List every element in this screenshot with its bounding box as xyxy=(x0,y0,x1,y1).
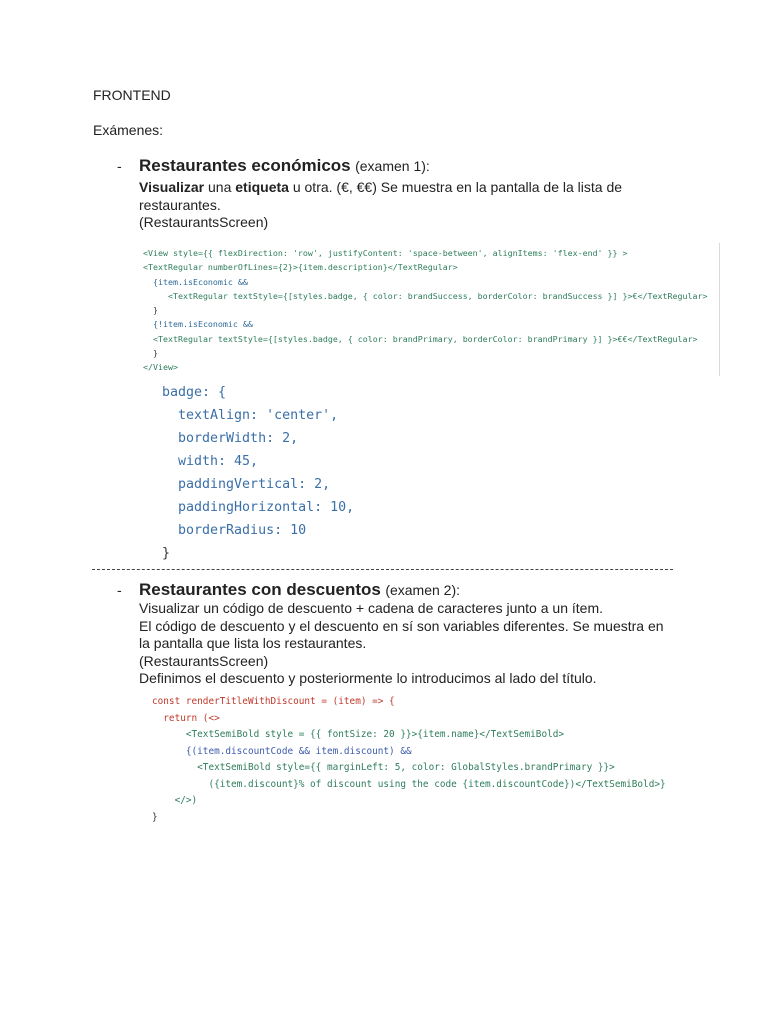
code-scrollbar xyxy=(719,243,720,376)
code-line: <TextSemiBold style={{ marginLeft: 5, color: GlobalStyles.brandPrimary }}> xyxy=(152,762,615,773)
code-line: width: 45, xyxy=(162,454,259,469)
section-description xyxy=(139,600,664,688)
description-line xyxy=(139,179,622,197)
code-line xyxy=(143,319,253,329)
code-token: <TextRegular textStyle={[styles.badge, { color: brandSuccess, borderColor: brandSuccess }] }>€</TextRegular> xyxy=(143,290,708,301)
description-line: (RestaurantsScreen) xyxy=(139,652,269,669)
code-line: <TextSemiBold style = {{ fontSize: 20 }}>{item.name}</TextSemiBold> xyxy=(152,729,565,740)
document-subtitle: Exámenes: xyxy=(93,122,164,138)
code-line xyxy=(143,248,628,258)
code-line: const renderTitleWithDiscount = (item) => { xyxy=(152,696,395,707)
description-line: (RestaurantsScreen) xyxy=(139,214,269,230)
code-line: badge: { xyxy=(162,385,227,400)
code-line xyxy=(143,291,707,301)
plain-text: una xyxy=(204,179,236,195)
code-line: textAlign: 'center', xyxy=(162,408,339,423)
bullet-marker: - xyxy=(117,158,122,174)
code-snippet-jsx xyxy=(143,246,707,375)
section-heading xyxy=(139,156,430,176)
description-line: Definimos el descuento y posteriormente lo introducimos al lado del título. xyxy=(139,670,597,686)
description-line: restaurantes. xyxy=(139,196,221,213)
heading-suffix: (examen 1): xyxy=(355,158,430,174)
bold-word: etiqueta xyxy=(235,179,289,195)
heading-suffix: (examen 2): xyxy=(385,582,461,598)
code-line xyxy=(143,362,178,372)
plain-text: u otra. (€, €€) Se muestra en la pantalla de la lista de xyxy=(288,179,623,195)
code-token: <TextRegular numberOfLines={2}>{item.description}</TextRegular> xyxy=(143,262,458,273)
code-line xyxy=(143,334,697,344)
code-token: <TextRegular textStyle={[styles.badge, { color: brandPrimary, borderColor: brandPrimary }] }>€€</TextRegular> xyxy=(143,333,698,344)
code-snippet-render xyxy=(152,694,666,826)
section-divider xyxy=(92,569,673,570)
code-line xyxy=(143,305,158,315)
code-token: </View> xyxy=(143,362,178,373)
description-line: la pantalla que lista los restaurantes. xyxy=(139,635,367,651)
code-line xyxy=(143,348,158,358)
heading-text: Restaurantes con descuentos xyxy=(139,580,381,599)
description-line: Visualizar un código de descuento + cadena de caracteres junto a un ítem. xyxy=(139,600,603,616)
code-line: </>) xyxy=(152,795,198,806)
code-token: {item.isEconomic && xyxy=(143,276,248,287)
code-line: return (<> xyxy=(152,712,220,724)
code-token: } xyxy=(143,305,158,316)
code-line xyxy=(143,277,248,287)
bullet-marker: - xyxy=(117,582,122,598)
code-token: <View style={{ flexDirection: 'row', justifyContent: 'space-between', alignItems: 'flex-end' }} > xyxy=(143,248,628,258)
document-title: FRONTEND xyxy=(93,87,171,103)
heading-text: Restaurantes económicos xyxy=(139,156,351,175)
code-line: } xyxy=(162,546,171,561)
code-line: borderRadius: 10 xyxy=(162,523,307,538)
code-line xyxy=(143,262,458,272)
section-description xyxy=(139,179,622,232)
code-snippet-style xyxy=(162,381,354,565)
code-line: } xyxy=(152,811,158,823)
code-line: ({item.discount}% of discount using the code {item.discountCode})</TextSemiBold>} xyxy=(152,778,666,790)
code-token: {!item.isEconomic && xyxy=(143,319,253,330)
bold-word: Visualizar xyxy=(139,179,205,195)
code-line: borderWidth: 2, xyxy=(162,431,299,446)
section-heading xyxy=(139,580,460,600)
code-token: } xyxy=(143,348,158,359)
code-line: paddingHorizontal: 10, xyxy=(162,500,355,515)
code-line: paddingVertical: 2, xyxy=(162,477,331,492)
description-line: El código de descuento y el descuento en sí son variables diferentes. Se muestra en xyxy=(139,617,664,634)
code-line: {(item.discountCode && item.discount) && xyxy=(152,745,412,757)
